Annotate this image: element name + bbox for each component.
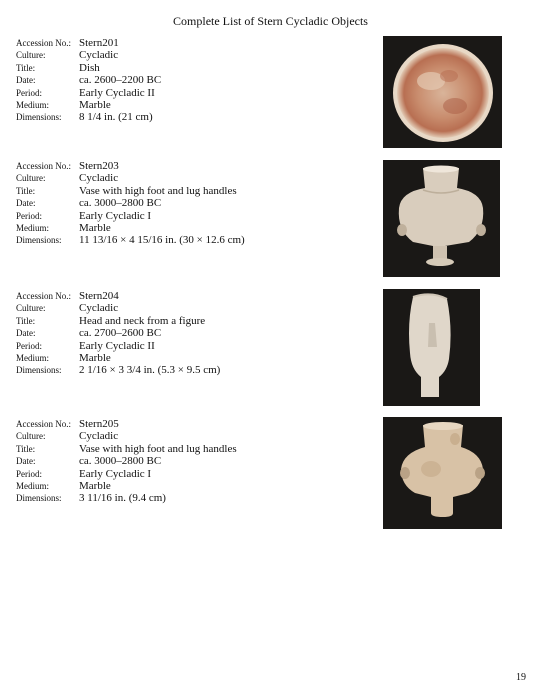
dimensions-value: 11 13/16 × 4 15/16 in. (30 × 12.6 cm) [79, 234, 245, 247]
object-entry-stern204 [16, 290, 376, 377]
culture-label: Culture: [16, 50, 46, 61]
period-value: Early Cycladic I [79, 209, 152, 222]
date-label: Date: [16, 198, 36, 209]
medium-label: Medium: [16, 222, 49, 233]
dimensions-value: 3 11/16 in. (9.4 cm) [79, 492, 166, 505]
dimensions-value: 8 1/4 in. (21 cm) [79, 111, 153, 124]
dish-photo [383, 36, 502, 148]
culture-label: Culture: [16, 303, 46, 314]
period-label: Period: [16, 210, 42, 221]
medium-label: Medium: [16, 480, 49, 491]
dimensions-label: Dimensions: [16, 112, 62, 123]
title-label: Title: [16, 315, 36, 326]
dimensions-label: Dimensions: [16, 235, 62, 246]
title-value: Vase with high foot and lug handles [79, 442, 237, 455]
accession-label: Accession No.: [16, 291, 71, 301]
culture-value: Cycladic [79, 430, 119, 443]
accession-label: Accession No.: [16, 38, 71, 48]
culture-value: Cycladic [79, 302, 119, 315]
page-number: 19 [516, 672, 526, 683]
medium-label: Medium: [16, 352, 49, 363]
accession-value: Stern204 [79, 290, 119, 302]
object-entry-stern201 [16, 37, 376, 124]
accession-value: Stern205 [79, 418, 119, 430]
culture-value: Cycladic [79, 49, 119, 62]
medium-value: Marble [79, 221, 111, 234]
culture-label: Culture: [16, 431, 46, 442]
title-label: Title: [16, 62, 36, 73]
title-value: Vase with high foot and lug handles [79, 184, 237, 197]
accession-value: Stern201 [79, 37, 119, 49]
title-label: Title: [16, 185, 36, 196]
period-value: Early Cycladic II [79, 339, 155, 352]
date-value: ca. 2600–2200 BC [79, 74, 162, 87]
medium-value: Marble [79, 98, 111, 111]
culture-value: Cycladic [79, 172, 119, 185]
object-entry-stern205 [16, 418, 376, 505]
head-photo [383, 289, 480, 406]
period-value: Early Cycladic I [79, 467, 152, 480]
title-value: Dish [79, 61, 100, 74]
vase-photo [383, 160, 500, 277]
date-value: ca. 2700–2600 BC [79, 327, 162, 340]
period-label: Period: [16, 340, 42, 351]
dimensions-label: Dimensions: [16, 365, 62, 376]
date-value: ca. 3000–2800 BC [79, 197, 162, 210]
date-label: Date: [16, 75, 36, 86]
accession-label: Accession No.: [16, 161, 71, 171]
period-label: Period: [16, 87, 42, 98]
medium-value: Marble [79, 479, 111, 492]
page-title: Complete List of Stern Cycladic Objects [173, 14, 368, 28]
culture-label: Culture: [16, 173, 46, 184]
medium-label: Medium: [16, 99, 49, 110]
period-value: Early Cycladic II [79, 86, 155, 99]
period-label: Period: [16, 468, 42, 479]
title-value: Head and neck from a figure [79, 314, 206, 327]
date-label: Date: [16, 328, 36, 339]
vase-small-photo [383, 417, 502, 529]
date-value: ca. 3000–2800 BC [79, 455, 162, 468]
accession-value: Stern203 [79, 160, 119, 172]
accession-label: Accession No.: [16, 419, 71, 429]
medium-value: Marble [79, 351, 111, 364]
object-entry-stern203 [16, 160, 376, 247]
dimensions-value: 2 1/16 × 3 3/4 in. (5.3 × 9.5 cm) [79, 364, 221, 377]
dimensions-label: Dimensions: [16, 493, 62, 504]
date-label: Date: [16, 456, 36, 467]
title-label: Title: [16, 443, 36, 454]
